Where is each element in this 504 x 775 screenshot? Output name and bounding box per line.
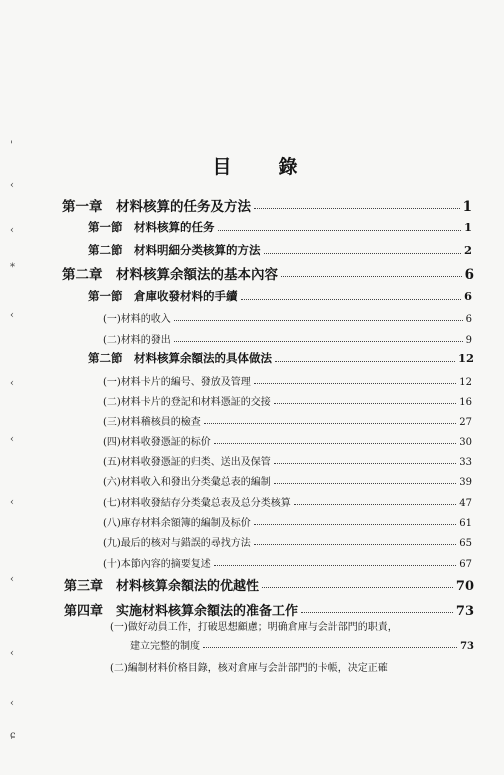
toc-entry-section[interactable] [88, 242, 472, 258]
toc-entry-page: 12 [457, 351, 474, 365]
toc-entry-section[interactable] [88, 288, 472, 304]
toc-entry-subsection[interactable] [103, 413, 472, 428]
dot-leader [174, 320, 463, 321]
toc-entry-label: (六)材料收入和發出分类彙总表的編制 [103, 477, 271, 488]
margin-mark: * [10, 262, 15, 273]
margin-mark: ' [10, 140, 13, 151]
margin-mark: ‹ [10, 698, 14, 709]
margin-mark: ‹ [10, 574, 14, 585]
toc-entry-label: (九)最后的核对与錯誤的尋找方法 [103, 538, 251, 549]
toc-entry-label: (五)材料收發憑証的归类、送出及保管 [103, 457, 271, 468]
toc-entry-page: 12 [459, 377, 472, 388]
toc-entry-label: (二)材料卡片的登記和材料憑証的交接 [103, 397, 271, 408]
toc-entry-label: (八)庫存材料余額簿的編制及标价 [103, 518, 251, 529]
toc-entry-page: 2 [463, 243, 472, 257]
toc-entry-page: 73 [455, 604, 474, 619]
margin-mark: ɕ [10, 730, 16, 741]
toc-entry-subsection[interactable] [103, 534, 472, 549]
toc-entry-page: 6 [464, 267, 474, 283]
toc-entry-page: 27 [459, 417, 472, 428]
toc-entry-page: 67 [459, 559, 472, 570]
dot-leader [301, 612, 453, 613]
dot-leader [214, 565, 456, 566]
toc-entry-section[interactable] [88, 219, 472, 235]
toc-entry-chapter-2[interactable] [62, 263, 474, 283]
dot-leader [254, 524, 456, 525]
toc-entry-label: 第一節 倉庫收發材料的手續 [88, 289, 238, 303]
margin-mark: ‹ [10, 648, 14, 659]
toc-entry-subsection-line1[interactable]: (一)做好动員工作，打破思想顧慮；明确倉庫与会計部門的职責， [110, 622, 398, 633]
toc-entry-label: (七)材料收發結存分类彙总表及总分类核算 [103, 498, 291, 509]
dot-leader [254, 208, 460, 209]
toc-entry-label: (一)材料卡片的編号、發放及管理 [103, 377, 251, 388]
toc-entry-subsection[interactable] [103, 514, 472, 529]
toc-entry-label: 第二章 材料核算余額法的基本內容 [62, 267, 278, 283]
dot-leader [254, 544, 456, 545]
toc-entry-label: 第一章 材料核算的任务及方法 [62, 199, 251, 215]
toc-entry-page: 1 [462, 199, 472, 215]
toc-entry-subsection[interactable] [103, 433, 472, 448]
toc-entry-label: 第二節 材料明細分类核算的方法 [88, 243, 261, 257]
margin-mark: ‹ [10, 225, 14, 236]
toc-entry-page: 30 [459, 437, 472, 448]
toc-entry-section[interactable] [88, 350, 474, 366]
toc-entry-page: 70 [455, 579, 474, 594]
toc-entry-page: 65 [459, 538, 472, 549]
toc-entry-page: 16 [459, 397, 472, 408]
dot-leader [218, 230, 461, 231]
toc-entry-page: 6 [465, 314, 472, 325]
dot-leader [275, 361, 455, 362]
toc-entry-page: 39 [459, 477, 472, 488]
toc-entry-page: 73 [460, 641, 474, 652]
toc-entry-label: 第三章 材料核算余額法的优越性 [64, 579, 260, 594]
toc-entry-page: 6 [463, 289, 472, 303]
margin-mark: ‹ [10, 434, 14, 445]
toc-entry-chapter-3[interactable] [64, 575, 474, 594]
toc-entry-page: 9 [465, 335, 472, 346]
dot-leader [203, 647, 457, 648]
toc-entry-label: (四)材料收發憑証的标价 [103, 437, 211, 448]
toc-entry-subsection[interactable] [103, 473, 472, 488]
toc-entry-subsection[interactable] [103, 494, 472, 509]
dot-leader [262, 587, 453, 588]
toc-entry-subsection[interactable] [103, 393, 472, 408]
dot-leader [264, 253, 461, 254]
toc-entry-subsection[interactable] [103, 310, 472, 325]
toc-entry-page: 33 [459, 457, 472, 468]
dot-leader [254, 383, 456, 384]
toc-entry-subsection[interactable] [103, 331, 472, 346]
toc-entry-label: (一)材料的收入 [103, 314, 171, 325]
toc-entry-label: (三)材料稽核員的檢查 [103, 417, 201, 428]
toc-entry-subsection-line1[interactable]: (二)編制材料价格目錄，核对倉庫与会計部門的卡帳，决定正確 [110, 663, 388, 674]
dot-leader [274, 403, 456, 404]
margin-mark: ‹ [10, 497, 14, 508]
toc-entry-label: 建立完整的制度 [130, 641, 200, 652]
toc-entry-label: (十)本節內容的摘要复述 [103, 559, 211, 570]
toc-entry-label: 第一節 材料核算的任务 [88, 220, 215, 234]
dot-leader [204, 423, 456, 424]
dot-leader [241, 299, 461, 300]
toc-entry-label: 第二節 材料核算余額法的具体做法 [88, 351, 272, 365]
dot-leader [294, 504, 456, 505]
dot-leader [174, 341, 463, 342]
toc-entry-page: 1 [463, 220, 472, 234]
toc-entry-label: 第四章 实施材料核算余額法的准备工作 [64, 604, 299, 619]
dot-leader [281, 276, 462, 277]
margin-mark: ‹ [10, 378, 14, 389]
toc-entry-subsection[interactable] [103, 373, 472, 388]
toc-title: 目 錄 [212, 156, 312, 178]
toc-entry-chapter-1[interactable] [62, 195, 472, 215]
margin-mark: ‹ [10, 310, 14, 321]
toc-entry-page: 61 [459, 518, 472, 529]
dot-leader [274, 463, 456, 464]
toc-entry-page: 47 [459, 498, 472, 509]
toc-entry-subsection[interactable] [103, 555, 472, 570]
toc-entry-label: (二)材料的發出 [103, 335, 171, 346]
toc-entry-chapter-4[interactable] [64, 600, 474, 619]
dot-leader [274, 483, 456, 484]
margin-mark: ‹ [10, 180, 14, 191]
dot-leader [214, 443, 456, 444]
toc-entry-subsection[interactable] [103, 453, 472, 468]
toc-entry-subsection[interactable] [130, 637, 474, 652]
